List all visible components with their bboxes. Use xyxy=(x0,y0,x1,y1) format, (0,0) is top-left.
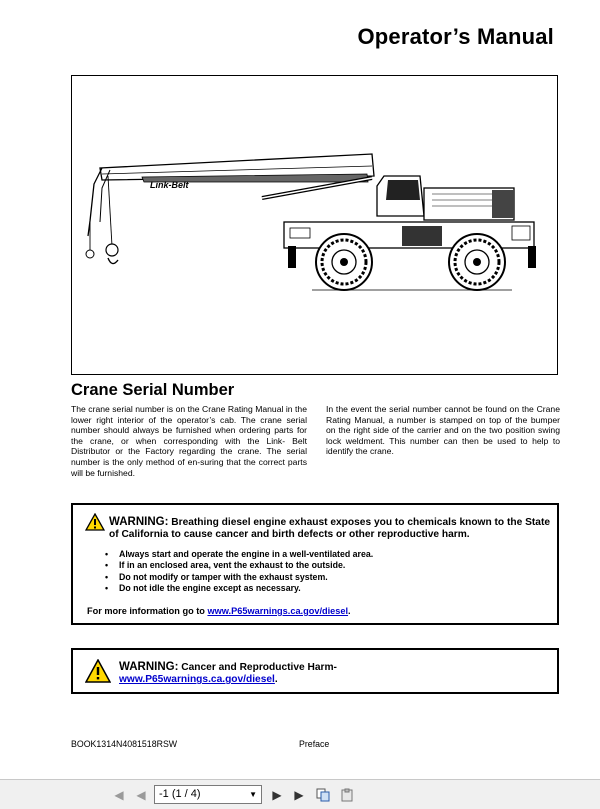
serial-number-text-right: In the event the serial number cannot be found on the Crane Rating Manual, a number is stamped on top of the bumper on the right side of the carrier and on the two position swing lock weldment. This number can then be used to help to identify the crane. xyxy=(326,404,560,457)
list-item: • If in an enclosed area, vent the exhaust to the outside. xyxy=(105,560,373,571)
last-page-icon[interactable]: ▶ xyxy=(294,788,304,802)
cancer-warning-text xyxy=(119,661,539,686)
more-info-suffix: . xyxy=(348,606,351,616)
p65-diesel-link[interactable]: www.P65warnings.ca.gov/diesel xyxy=(119,674,275,686)
cancer-warning-box xyxy=(71,648,559,694)
page-title: Operator’s Manual xyxy=(357,24,554,49)
p65-diesel-link[interactable]: www.P65warnings.ca.gov/diesel xyxy=(207,606,349,616)
footer-section: Preface xyxy=(299,739,330,749)
warning-message: Breathing diesel engine exhaust exposes you to chemicals known to the State of California to cause cancer and birth defects or other reproductive harm. xyxy=(109,517,550,541)
list-item: • Always start and operate the engine in a well-ventilated area. xyxy=(105,549,373,560)
previous-page-icon[interactable]: ◀ xyxy=(136,788,146,802)
diesel-warning-text xyxy=(109,516,551,541)
warning-triangle-icon xyxy=(85,513,105,531)
serial-number-text-left: The crane serial number is on the Crane Rating Manual in the lower right interior of the operator’s cab. The crane serial number should always be furnished when ordering parts for the crane, or when corresponding with the Link- Belt Distributor or the Factory regarding the crane. The serial number is the only method of en-suring that the correct parts will be furnished. xyxy=(71,404,307,478)
more-info-line xyxy=(87,606,351,616)
warning-label: WARNING: xyxy=(109,516,169,528)
more-info-prefix: For more information go to xyxy=(87,606,208,616)
link-suffix: . xyxy=(274,674,278,686)
list-item: • Do not idle the engine except as necessary. xyxy=(105,583,373,594)
first-page-icon[interactable]: ◀​ xyxy=(114,788,124,802)
paste-pages-icon[interactable] xyxy=(340,788,354,802)
page-select-value: -1 (1 / 4) xyxy=(159,788,201,800)
section-title: Crane Serial Number xyxy=(71,381,235,399)
diesel-warning-box xyxy=(71,503,559,625)
boom-logo: Link-Belt xyxy=(150,180,189,190)
page-select[interactable] xyxy=(154,785,262,804)
next-page-icon[interactable]: ▶ xyxy=(272,788,282,802)
warning-message: Cancer and Reproductive Harm- xyxy=(181,662,337,673)
warning-label: WARNING: xyxy=(119,661,179,673)
viewer-toolbar xyxy=(0,779,600,809)
copy-pages-icon[interactable] xyxy=(316,788,330,802)
crane-figure xyxy=(71,75,558,375)
list-item: • Do not modify or tamper with the exhaust system. xyxy=(105,572,373,583)
book-id: BOOK1314N4081518RSW xyxy=(71,739,178,749)
warning-triangle-icon xyxy=(85,659,111,683)
warning-bullets xyxy=(105,549,373,594)
crane-illustration-icon xyxy=(72,76,559,376)
chevron-down-icon: ▼ xyxy=(249,790,257,799)
